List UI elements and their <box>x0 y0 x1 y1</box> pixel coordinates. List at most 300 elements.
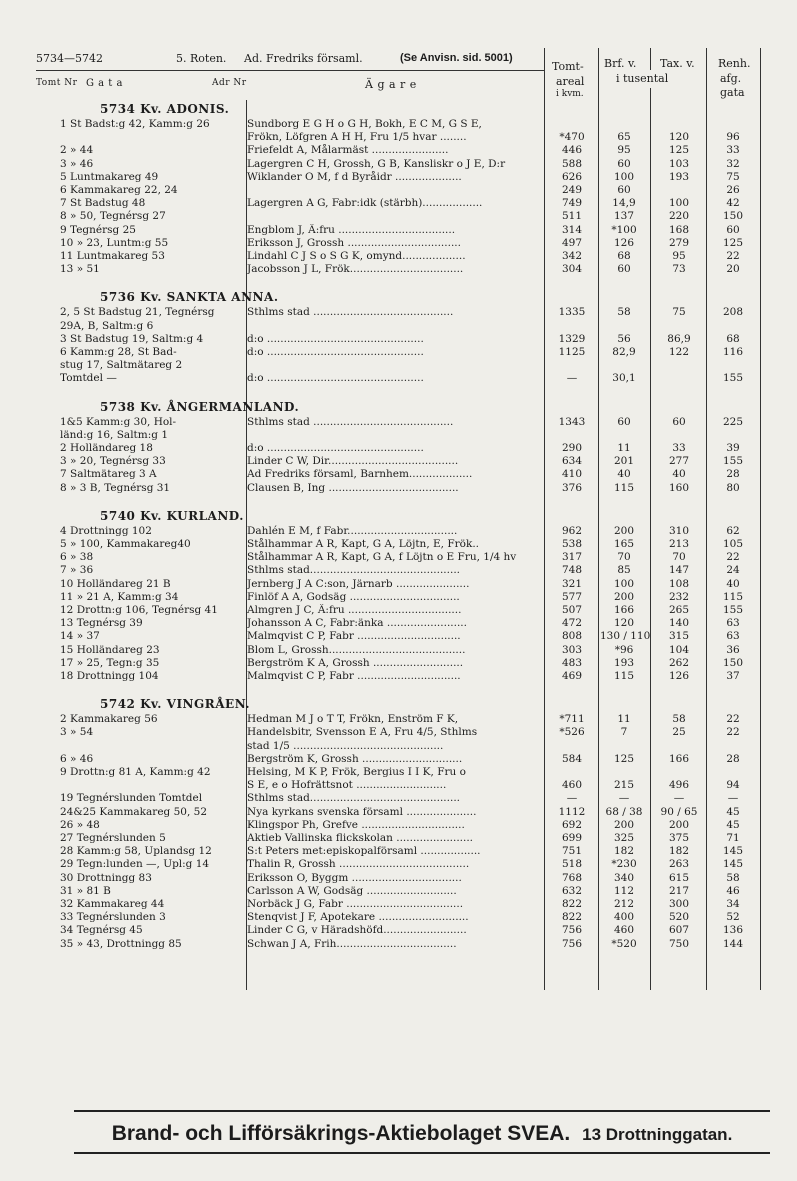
cell-addr: 33 Tegnérslunden 3 <box>60 911 166 924</box>
cell-owner: Sundborg E G H o G H, Bokh, E C M, G S E, <box>247 118 482 130</box>
cell-area: 376 <box>561 481 583 494</box>
table-row <box>0 551 797 564</box>
cell-owner: Aktieb Vallinska flickskolan ....................... <box>247 832 474 844</box>
cell-renh: 63 <box>726 630 740 643</box>
cell-brf: 112 <box>613 884 635 897</box>
table-row <box>0 210 797 223</box>
cell-renh: 225 <box>722 415 744 428</box>
cell-renh: 80 <box>726 481 740 494</box>
table-row <box>0 726 797 739</box>
cell-brf: 215 <box>613 779 635 792</box>
see-instructions: (Se Anvisn. sid. 5001) <box>400 52 513 64</box>
cell-addr: 15 Holländareg 23 <box>60 643 160 656</box>
table-row <box>0 911 797 924</box>
col-area-line3: i kvm. <box>556 89 584 99</box>
cell-renh: 145 <box>722 845 744 858</box>
cell-tax: 375 <box>668 832 690 844</box>
cell-area: 321 <box>561 577 583 590</box>
table-row <box>0 525 797 538</box>
cell-owner: S:t Peters met:episkopalförsaml .................. <box>247 845 481 858</box>
cell-area: 317 <box>561 551 583 564</box>
cell-tax: 33 <box>672 442 686 454</box>
cell-tax: 168 <box>668 223 690 236</box>
col-adr-nr: Adr Nr <box>212 78 247 88</box>
cell-addr: 31 » 81 B <box>60 884 111 897</box>
cell-addr: 1&5 Kamm:g 30, Hol- <box>60 415 177 428</box>
cell-owner: Handelsbitr, Svensson E A, Fru 4/5, Sthlms <box>247 726 478 739</box>
cell-addr: 13 » 51 <box>60 263 100 276</box>
cell-tax: 160 <box>668 481 690 494</box>
cell-area: 507 <box>561 604 583 616</box>
table-row <box>0 306 797 319</box>
cell-owner: Bergström K, Grossh .............................. <box>247 752 463 765</box>
table-row <box>0 806 797 819</box>
cell-owner: Lindahl C J S o S G K, omynd................... <box>247 250 466 262</box>
table-row <box>0 766 797 779</box>
cell-area: *526 <box>559 726 585 739</box>
cell-renh: 60 <box>726 223 740 236</box>
cell-brf: 58 <box>617 306 631 319</box>
footer-rule-bottom <box>74 1152 770 1154</box>
cell-area: 1343 <box>558 415 586 428</box>
cell-brf: 95 <box>617 144 631 157</box>
cell-owner: Wiklander O M, f d Byråidr .................... <box>247 170 462 183</box>
cell-tax: 220 <box>668 210 690 223</box>
cell-tax: 86,9 <box>667 332 691 345</box>
cell-renh: — <box>727 792 739 805</box>
cell-brf: 85 <box>617 564 631 577</box>
cell-brf: 82,9 <box>612 346 636 358</box>
cell-addr: 14 » 37 <box>60 630 100 643</box>
cell-tax: 279 <box>668 236 690 249</box>
cell-renh: 46 <box>726 884 740 897</box>
cell-addr: 35 » 43, Drottningg 85 <box>60 937 182 950</box>
col-brf: Brf. v. <box>604 57 637 70</box>
cell-tax: 310 <box>668 524 690 537</box>
col-renh-line2: afg. <box>720 72 742 85</box>
table-row <box>0 333 797 346</box>
cell-tax: 147 <box>668 564 690 577</box>
cell-addr: 2 Holländareg 18 <box>60 442 153 454</box>
cell-owner: Thalin R, Grossh ....................................... <box>247 858 470 871</box>
col-tax: Tax. v. <box>660 57 695 70</box>
cell-brf: 165 <box>613 538 635 550</box>
cell-owner: Lagergren C H, Grossh, G B, Kansliskr o J E, D:r <box>247 157 506 170</box>
cell-brf: 11 <box>617 713 631 726</box>
cell-tax: 58 <box>672 713 686 726</box>
cell-owner: Ad Fredriks församl, Barnhem................... <box>247 468 473 481</box>
cell-tax: 496 <box>668 779 690 792</box>
cell-tax: 104 <box>668 643 690 656</box>
cell-addr: 28 Kamm:g 58, Uplandsg 12 <box>60 845 212 858</box>
cell-addr: 30 Drottningg 83 <box>60 871 152 884</box>
table-row <box>0 346 797 359</box>
cell-area: 808 <box>561 630 583 643</box>
cell-addr: 29A, B, Saltm:g 6 <box>60 319 154 332</box>
table-row <box>0 564 797 577</box>
cell-renh: 42 <box>726 197 740 210</box>
cell-area: 962 <box>561 524 583 537</box>
cell-addr: 8 » 3 B, Tegnérsg 31 <box>60 481 171 494</box>
block-title: 5738 Kv. ÅNGERMANLAND. <box>100 399 300 414</box>
cell-area: 1112 <box>558 805 586 818</box>
cell-addr: stug 17, Saltmätareg 2 <box>60 359 183 372</box>
cell-tax: 122 <box>668 346 690 358</box>
table-row <box>0 924 797 937</box>
table-row <box>0 604 797 617</box>
cell-tax: 750 <box>668 937 690 950</box>
cell-renh: 75 <box>726 170 740 183</box>
cell-tax: 25 <box>672 726 686 739</box>
col-renh-line3: gata <box>720 86 745 99</box>
table-row <box>0 885 797 898</box>
cell-area: 290 <box>561 442 583 454</box>
cell-owner: Stenqvist J F, Apotekare ........................... <box>247 911 469 924</box>
cell-tax: 232 <box>668 590 690 603</box>
table-row <box>0 630 797 643</box>
cell-addr: 10 » 23, Luntm:g 55 <box>60 236 169 249</box>
col-tusental: i tusental <box>616 72 669 85</box>
cell-owner: Stålhammar A R, Kapt, G A, Löjtn, E, Frök.. <box>247 538 479 550</box>
cell-tax: 300 <box>668 898 690 910</box>
cell-brf: 60 <box>617 184 631 196</box>
cell-addr: 2, 5 St Badstug 21, Tegnérsg <box>60 306 215 319</box>
cell-addr: 2 » 44 <box>60 144 94 157</box>
cell-area: 314 <box>561 223 583 236</box>
cell-area: 1335 <box>558 306 586 319</box>
cell-renh: 33 <box>726 144 740 157</box>
col-area-line1: Tomt- <box>552 60 584 73</box>
cell-addr: 5 Luntmakareg 49 <box>60 170 159 183</box>
cell-brf: 7 <box>620 726 628 739</box>
header-rule <box>36 70 544 71</box>
cell-owner: Jacobsson J L, Frök.................................. <box>247 263 464 276</box>
cell-addr: 3 » 46 <box>60 157 94 170</box>
cell-tax: 126 <box>668 670 690 682</box>
cell-addr: 11 Luntmakareg 53 <box>60 250 165 262</box>
table-row <box>0 224 797 237</box>
cell-renh: 155 <box>722 372 744 385</box>
cell-brf: 182 <box>613 845 635 858</box>
cell-owner: Malmqvist C P, Fabr ............................... <box>247 670 461 682</box>
cell-tax: 315 <box>668 630 690 643</box>
table-row <box>0 184 797 197</box>
cell-owner: S E, e o Hofrättsnot ........................... <box>247 779 447 792</box>
cell-area: 632 <box>561 884 583 897</box>
cell-tax: 615 <box>668 871 690 884</box>
cell-renh: 63 <box>726 617 740 630</box>
cell-addr: 32 Kammakareg 44 <box>60 898 165 910</box>
cell-renh: 94 <box>726 779 740 792</box>
cell-renh: 208 <box>722 306 744 319</box>
cell-owner: Bergström K A, Grossh ........................... <box>247 656 464 669</box>
cell-tax: 125 <box>668 144 690 157</box>
cell-owner: Norbäck J G, Fabr ................................... <box>247 898 464 910</box>
cell-addr: 27 Tegnérslunden 5 <box>60 832 166 844</box>
cell-brf: 60 <box>617 415 631 428</box>
cell-renh: 52 <box>726 911 740 924</box>
cell-area: 511 <box>561 210 583 223</box>
cell-addr: 17 » 25, Tegn:g 35 <box>60 656 160 669</box>
cell-renh: 22 <box>726 713 740 726</box>
cell-brf: 120 <box>613 617 635 630</box>
cell-tax: 263 <box>668 858 690 871</box>
table-row <box>0 263 797 276</box>
cell-renh: 145 <box>722 858 744 871</box>
cell-owner: Johansson A C, Fabr:änka ........................ <box>247 617 467 630</box>
cell-area: 1125 <box>558 346 586 358</box>
cell-owner: Almgren J C, Ä:fru .................................. <box>247 604 462 616</box>
cell-brf: 400 <box>613 911 635 924</box>
cell-owner: Jernberg J A C:son, Järnarb ...................... <box>247 577 470 590</box>
cell-brf: 40 <box>617 468 631 481</box>
cell-renh: 40 <box>726 577 740 590</box>
cell-renh: 39 <box>726 442 740 454</box>
cell-tax: 262 <box>668 656 690 669</box>
cell-brf: 68 / 38 <box>605 805 643 818</box>
cell-brf: 166 <box>613 604 635 616</box>
cell-renh: 150 <box>722 210 744 223</box>
cell-area: — <box>566 792 578 805</box>
cell-tax: 193 <box>668 170 690 183</box>
cell-renh: 20 <box>726 263 740 276</box>
cell-renh: 155 <box>722 455 744 468</box>
cell-addr: 24&25 Kammakareg 50, 52 <box>60 805 207 818</box>
table-row <box>0 898 797 911</box>
cell-owner: Carlsson A W, Godsäg ........................... <box>247 884 457 897</box>
cell-renh: 24 <box>726 564 740 577</box>
table-row <box>0 538 797 551</box>
cell-owner: Hedman M J o T T, Frökn, Enström F K, <box>247 713 459 726</box>
cell-area: 584 <box>561 752 583 765</box>
cell-tax: 100 <box>668 197 690 210</box>
table-row <box>0 792 797 805</box>
table-row <box>0 171 797 184</box>
cell-area: 472 <box>561 617 583 630</box>
table-row <box>0 197 797 210</box>
table-row <box>0 617 797 630</box>
cell-addr: 34 Tegnérsg 45 <box>60 924 143 937</box>
cell-brf: 340 <box>613 871 635 884</box>
cell-addr: 26 » 48 <box>60 818 100 831</box>
table-row <box>0 845 797 858</box>
cell-owner: Dahlén E M, f Fabr................................. <box>247 524 458 537</box>
cell-tax: 217 <box>668 884 690 897</box>
table-row <box>0 482 797 495</box>
cell-area: 410 <box>561 468 583 481</box>
cell-renh: 36 <box>726 643 740 656</box>
cell-addr: 19 Tegnérslunden Tomtdel <box>60 792 203 805</box>
cell-tax: 108 <box>668 577 690 590</box>
cell-area: 304 <box>561 263 583 276</box>
cell-tax: 60 <box>672 415 686 428</box>
cell-owner: d:o ............................................... <box>247 442 424 454</box>
cell-owner: Eriksson J, Grossh .................................. <box>247 236 461 249</box>
cell-renh: 22 <box>726 250 740 262</box>
cell-renh: 32 <box>726 157 740 170</box>
cell-renh: 116 <box>722 346 744 358</box>
footer-rule-top <box>74 1110 770 1112</box>
table-row <box>0 779 797 792</box>
cell-area: 469 <box>561 670 583 682</box>
cell-addr: 3 St Badstug 19, Saltm:g 4 <box>60 332 204 345</box>
cell-brf: *100 <box>611 223 637 236</box>
cell-area: 822 <box>561 911 583 924</box>
table-row <box>0 442 797 455</box>
cell-addr: Tomtdel — <box>60 372 117 385</box>
cell-brf: 30,1 <box>612 372 636 385</box>
cell-tax: 607 <box>668 924 690 937</box>
cell-addr: 9 Drottn:g 81 A, Kamm:g 42 <box>60 766 211 778</box>
cell-owner: Eriksson O, Byggm ................................. <box>247 871 462 884</box>
table-row <box>0 359 797 372</box>
cell-owner: Malmqvist C P, Fabr ............................... <box>247 630 461 643</box>
cell-addr: 6 Kamm:g 28, St Bad- <box>60 346 177 358</box>
table-row <box>0 591 797 604</box>
cell-tax: 95 <box>672 250 686 262</box>
cell-tax: 166 <box>668 752 690 765</box>
col-agare: Ä g a r e <box>365 78 417 91</box>
tax-header-rule <box>650 48 651 70</box>
cell-renh: 96 <box>726 131 740 144</box>
cell-owner: d:o ............................................... <box>247 332 424 345</box>
cell-addr: 1 St Badst:g 42, Kamm:g 26 <box>60 118 210 130</box>
col-tomt-nr: Tomt Nr <box>36 78 78 88</box>
table-row <box>0 740 797 753</box>
cell-area: 1329 <box>558 332 586 345</box>
table-row <box>0 320 797 333</box>
cell-addr: 7 » 36 <box>60 564 94 577</box>
cell-brf: 200 <box>613 524 635 537</box>
block-title: 5742 Kv. VINGRÅEN. <box>100 697 251 712</box>
district: 5. Roten. <box>176 52 227 65</box>
cell-area: 518 <box>561 858 583 871</box>
cell-area: *711 <box>559 713 585 726</box>
cell-area: 460 <box>561 779 583 792</box>
cell-owner: Lagergren A G, Fabr:idk (stärbh).................. <box>247 197 483 210</box>
cell-owner: Schwan J A, Frih.................................... <box>247 937 457 950</box>
table-row <box>0 644 797 657</box>
table-row <box>0 858 797 871</box>
cell-area: 538 <box>561 538 583 550</box>
cell-addr: 5 » 100, Kammakareg40 <box>60 538 191 550</box>
table-row <box>0 468 797 481</box>
cell-addr: 3 » 20, Tegnérsg 33 <box>60 455 166 468</box>
cell-addr: 7 Saltmätareg 3 A <box>60 468 157 481</box>
block-title: 5734 Kv. ADONIS. <box>100 102 230 116</box>
cell-renh: 34 <box>726 898 740 910</box>
cell-addr: 6 » 46 <box>60 752 94 765</box>
cell-tax: 90 / 65 <box>660 805 698 818</box>
cell-renh: 150 <box>722 656 744 669</box>
cell-renh: 58 <box>726 871 740 884</box>
cell-tax: 277 <box>668 455 690 468</box>
cell-owner: d:o ............................................... <box>247 372 424 385</box>
cell-tax: 75 <box>672 306 686 319</box>
cell-area: 749 <box>561 197 583 210</box>
cell-renh: 22 <box>726 551 740 564</box>
cell-area: 822 <box>561 898 583 910</box>
cell-addr: 2 Kammakareg 56 <box>60 713 158 726</box>
table-row <box>0 250 797 263</box>
cell-brf: *520 <box>611 937 637 950</box>
cell-renh: 105 <box>722 538 744 550</box>
cell-renh: 45 <box>726 818 740 831</box>
cell-renh: 62 <box>726 524 740 537</box>
cell-brf: *96 <box>614 643 634 656</box>
cell-area: 768 <box>561 871 583 884</box>
col-gata: G a t a <box>86 78 123 89</box>
cell-owner: Engblom J, Ä:fru ................................... <box>247 223 456 236</box>
cell-brf: 125 <box>613 752 635 765</box>
cell-owner: Sthlms stad............................................. <box>247 792 460 805</box>
cell-owner: Blom L, Grossh......................................... <box>247 643 466 656</box>
cell-tax: 200 <box>668 818 690 831</box>
cell-area: 303 <box>561 643 583 656</box>
cell-brf: 212 <box>613 898 635 910</box>
cell-renh: 115 <box>722 590 744 603</box>
cell-addr: 9 Tegnérsg 25 <box>60 223 136 236</box>
block-title: 5736 Kv. SANKTA ANNA. <box>100 290 279 305</box>
cell-tax: 265 <box>668 604 690 616</box>
cell-renh: 144 <box>722 937 744 950</box>
cell-brf: 130 / 110 <box>600 630 651 643</box>
cell-brf: 115 <box>613 670 635 682</box>
cell-renh: 68 <box>726 332 740 345</box>
table-row <box>0 819 797 832</box>
cell-owner: Friefeldt A, Målarmäst ....................... <box>247 144 449 157</box>
cell-owner: Sthlms stad .......................................... <box>247 306 454 319</box>
cell-brf: 200 <box>613 818 635 831</box>
footer-company: Brand- och Lifförsäkrings-Aktiebolaget SVEA. <box>111 1122 571 1145</box>
cell-renh: 125 <box>722 236 744 249</box>
cell-owner: Clausen B, Ing ....................................... <box>247 481 459 494</box>
cell-brf: 70 <box>617 551 631 564</box>
cell-tax: 213 <box>668 538 690 550</box>
cell-area: 634 <box>561 455 583 468</box>
cell-brf: 100 <box>613 170 635 183</box>
cell-addr: 3 » 54 <box>60 726 94 739</box>
cell-tax: — <box>673 792 685 805</box>
cell-brf: 60 <box>617 157 631 170</box>
table-row <box>0 118 797 131</box>
cell-renh: 28 <box>726 468 740 481</box>
cell-addr: 6 Kammakareg 22, 24 <box>60 184 178 196</box>
cell-brf: 56 <box>617 332 631 345</box>
cell-area: 249 <box>561 184 583 196</box>
cell-area: *470 <box>559 131 585 144</box>
cell-area: 446 <box>561 144 583 157</box>
cell-renh: 28 <box>726 752 740 765</box>
cell-brf: 100 <box>613 577 635 590</box>
cell-tax: 70 <box>672 551 686 564</box>
table-row <box>0 237 797 250</box>
cell-owner: Sthlms stad............................................. <box>247 564 460 577</box>
cell-brf: 460 <box>613 924 635 937</box>
cell-tax: 520 <box>668 911 690 924</box>
table-row <box>0 372 797 385</box>
cell-renh: 45 <box>726 805 740 818</box>
cell-brf: 200 <box>613 590 635 603</box>
cell-addr: 6 » 38 <box>60 551 94 564</box>
cell-owner: Linder C W, Dir....................................... <box>247 455 459 468</box>
cell-area: 699 <box>561 832 583 844</box>
footer-advert <box>74 1122 770 1146</box>
cell-area: 692 <box>561 818 583 831</box>
cell-owner: Stålhammar A R, Kapt, G A, f Löjtn o E Fru, 1/4 hv <box>247 551 517 564</box>
cell-area: 483 <box>561 656 583 669</box>
cell-area: 588 <box>561 157 583 170</box>
